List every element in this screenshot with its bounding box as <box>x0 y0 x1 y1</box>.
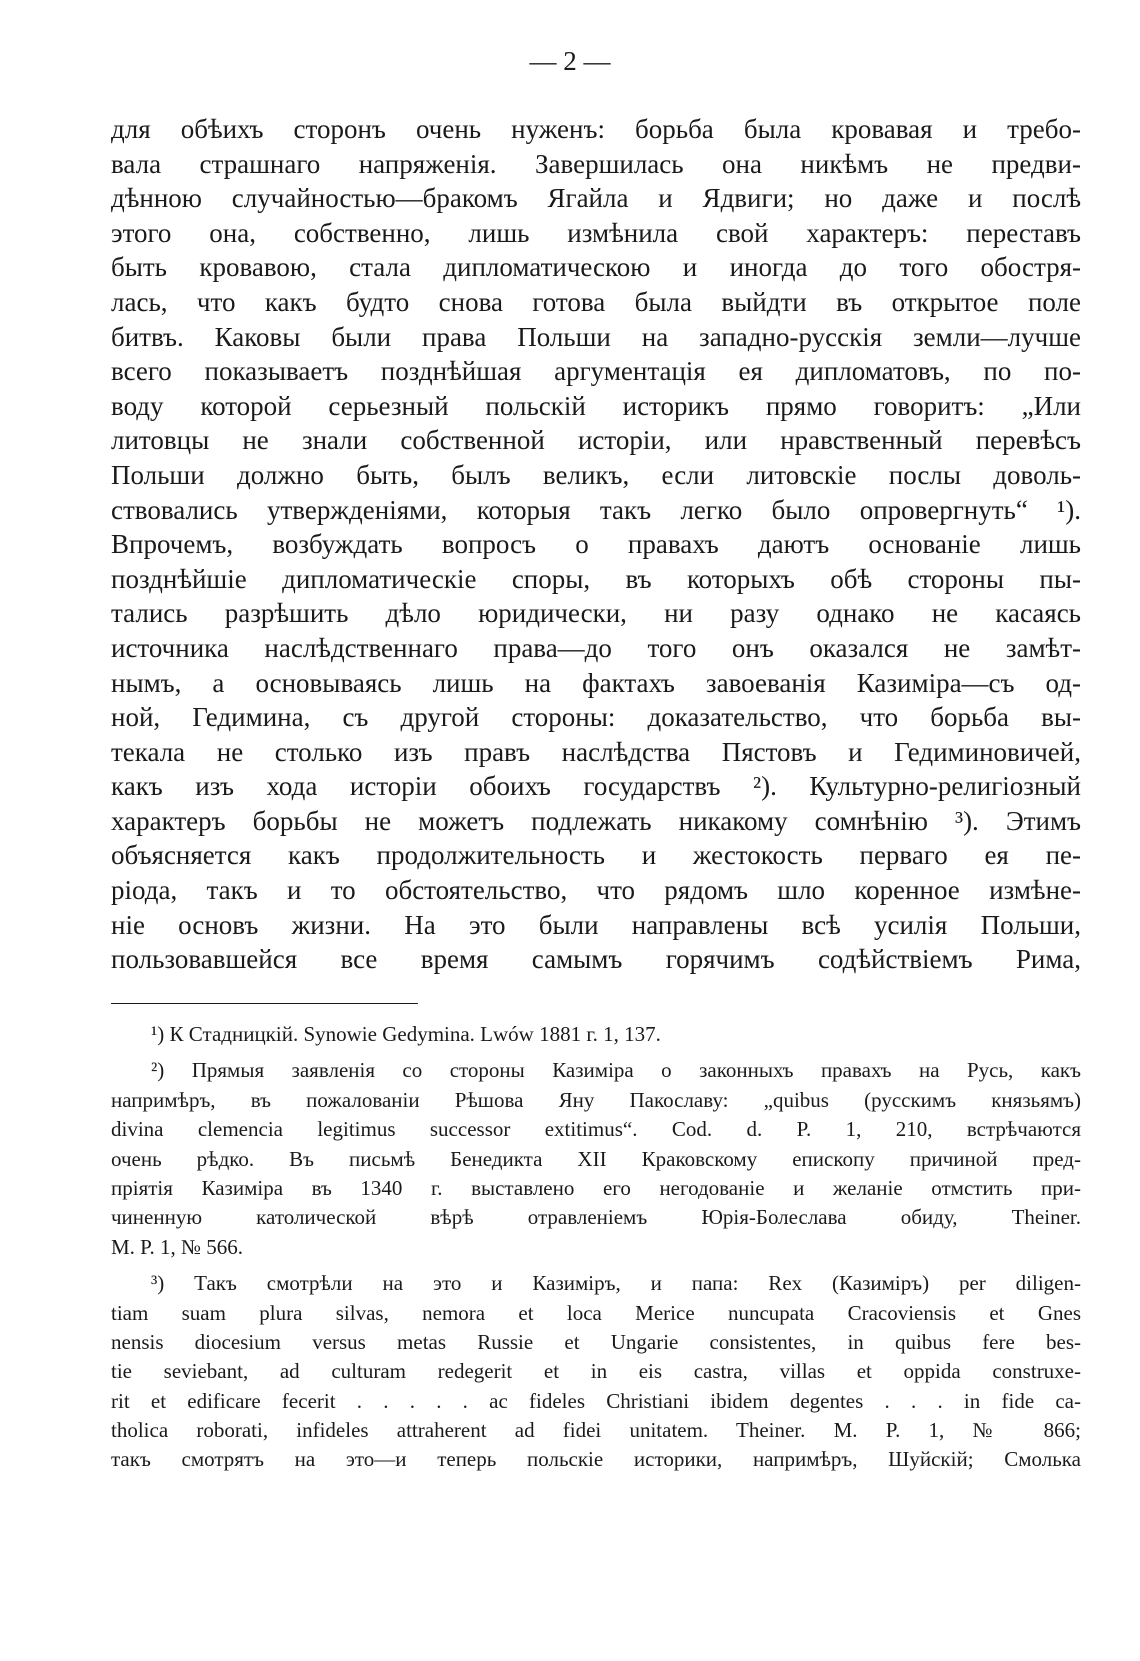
main-text <box>111 112 1081 977</box>
footnote-line: очень рѣдко. Въ письмѣ Бенедикта XII Краковскому епископу причиной пред- <box>111 1146 1081 1171</box>
footnote-line: tholica roborati, infideles attraherent ad fidei unitatem. Theiner. M. P. 1, № 866; <box>111 1418 1081 1443</box>
text-line: объясняется какъ продолжительность и жестокость перваго ея пе- <box>111 840 1081 871</box>
footnote-line: ³) Такъ смотрѣли на это и Казиміръ, и папа: Rex (Казиміръ) per diligen- <box>151 1271 1081 1296</box>
text-line: ніе основъ жизни. На это были направлены всѣ усилія Польши, <box>111 909 1081 940</box>
footnote-line: rit et edificare fecerit . . . . . ac fideles Christiani ibidem degentes . . . in fide ca- <box>111 1388 1081 1413</box>
footnote-line: напримѣръ, въ пожалованіи Рѣшова Яну Пакославу: „quibus (русскимъ князьямъ) <box>111 1087 1081 1112</box>
text-line: ной, Гедимина, съ другой стороны: доказательство, что борьба вы- <box>111 702 1081 733</box>
text-line: какъ изъ хода исторіи обоихъ государствъ ²). Культурно-религіозный <box>111 771 1081 802</box>
footnote-line: tiam suam plura silvas, nemora et loca Merice nuncupata Cracoviensis et Gnes <box>111 1300 1081 1325</box>
footnote-line: ¹) К Стадницкій. Synowie Gedymina. Lwów 1881 г. 1, 137. <box>151 1022 661 1046</box>
footnote-line: ²) Прямыя заявленія со стороны Казиміра о законныхъ правахъ на Русь, какъ <box>151 1058 1081 1083</box>
text-line: вала страшнаго напряженія. Завершилась она никѣмъ не предви- <box>111 148 1081 179</box>
page-number: — 2 — <box>529 46 611 76</box>
text-line: пользовавшейся все время самымъ горячимъ содѣйствіемъ Рима, <box>111 944 1081 975</box>
footnote-line: M. P. 1, № 566. <box>111 1234 244 1259</box>
text-line: позднѣйшіе дипломатическіе споры, въ которыхъ обѣ стороны пы- <box>111 563 1081 594</box>
text-line: характеръ борьбы не можетъ подлежать никакому сомнѣнію ³). Этимъ <box>111 805 1081 836</box>
text-line: ствовались утвержденіями, которыя такъ легко было опровергнуть“ ¹). <box>111 494 1081 525</box>
footnote-line: чиненную католической вѣрѣ отравленіемъ Юрія-Болеслава обиду, Theiner. <box>111 1205 1081 1230</box>
text-line: битвъ. Каковы были права Польши на западно-русскія земли—лучше <box>111 321 1081 352</box>
footnote-2 <box>111 1056 1081 1262</box>
text-line: ріода, такъ и то обстоятельство, что рядомъ шло коренное измѣне- <box>111 875 1081 906</box>
footnote-line: divina clemencia legitimus successor extitimus“. Cod. d. P. 1, 210, встрѣчаются <box>111 1117 1081 1142</box>
text-line: лась, что какъ будто снова готова была выйдти въ открытое поле <box>111 286 1081 317</box>
footnote-line: такъ смотрятъ на это—и теперь польскіе историки, напримѣръ, Шуйскій; Смолька <box>111 1447 1081 1472</box>
footnotes <box>111 1020 1081 1475</box>
text-line: быть кровавою, стала дипломатическою и иногда до того обостря- <box>111 252 1081 283</box>
text-line: этого она, собственно, лишь измѣнила свой характеръ: переставъ <box>111 217 1081 248</box>
footnote-divider <box>111 1003 418 1004</box>
text-line: Польши должно быть, былъ великъ, если литовскіе послы доволь- <box>111 459 1081 490</box>
text-line: нымъ, а основываясь лишь на фактахъ завоеванія Казиміра—съ од- <box>111 667 1081 698</box>
text-line: текала не столько изъ правъ наслѣдства Пястовъ и Гедиминовичей, <box>111 736 1081 767</box>
footnote-line: tie seviebant, ad culturam redegerit et in eis castra, villas et oppida construxe- <box>111 1359 1081 1384</box>
footnote-3 <box>111 1269 1081 1475</box>
text-line: литовцы не знали собственной исторіи, или нравственный перевѣсъ <box>111 425 1081 456</box>
footnote-1 <box>111 1020 1081 1049</box>
text-line: дѣнною случайностью—бракомъ Ягайла и Ядвиги; но даже и послѣ <box>111 183 1081 214</box>
footnote-line: пріятія Казиміра въ 1340 г. выставлено его негодованіе и желаніе отмстить при- <box>111 1175 1081 1200</box>
text-line: всего показываетъ позднѣйшая аргументація ея дипломатовъ, по по- <box>111 356 1081 387</box>
footnote-line: nensis diocesium versus metas Russie et Ungarie consistentes, in quibus fere bes- <box>111 1329 1081 1354</box>
text-line: источника наслѣдственнаго права—до того онъ оказался не замѣт- <box>111 632 1081 663</box>
text-line: для обѣихъ сторонъ очень нуженъ: борьба была кровавая и требо- <box>111 114 1081 144</box>
text-line: тались разрѣшить дѣло юридически, ни разу однако не касаясь <box>111 598 1081 629</box>
text-line: воду которой серьезный польскій историкъ прямо говоритъ: „Или <box>111 390 1081 421</box>
text-line: Впрочемъ, возбуждать вопросъ о правахъ даютъ основаніе лишь <box>111 529 1081 560</box>
